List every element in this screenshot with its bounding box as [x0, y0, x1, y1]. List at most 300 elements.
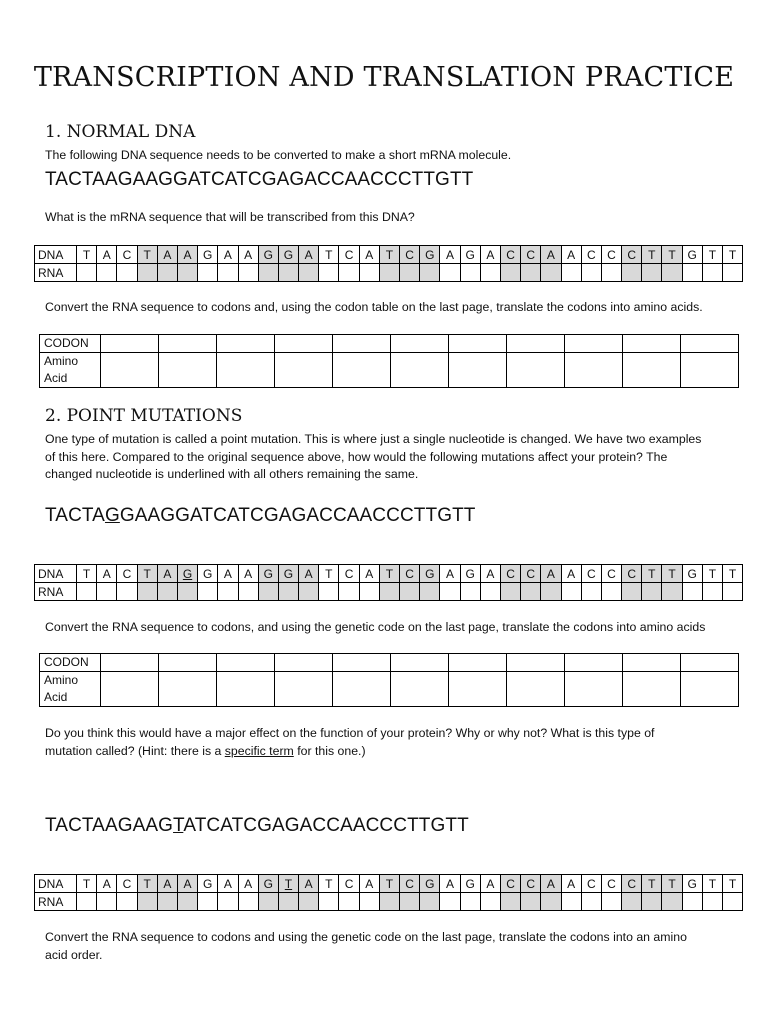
rna-answer-cell[interactable] — [198, 893, 218, 911]
rna-answer-cell[interactable] — [420, 583, 440, 601]
dna-base-cell: T — [319, 246, 339, 264]
codon-answer-cell[interactable] — [275, 335, 333, 353]
dna-base-cell: A — [97, 565, 117, 583]
rna-answer-cell[interactable] — [400, 893, 420, 911]
rna-answer-cell[interactable] — [198, 583, 218, 601]
codon-table-normal — [39, 334, 739, 388]
changed-nucleotide: G — [104, 505, 120, 526]
dna-base-cell: T — [702, 875, 722, 893]
amino-acid-answer-cell[interactable] — [275, 672, 333, 707]
dna-base-cell: C — [581, 875, 601, 893]
rna-answer-cell[interactable] — [500, 893, 520, 911]
rna-answer-cell[interactable] — [541, 583, 561, 601]
question-text: for this one.) — [293, 743, 366, 758]
rna-answer-cell[interactable] — [97, 264, 117, 282]
rna-answer-cell[interactable] — [258, 893, 278, 911]
rna-answer-cell[interactable] — [440, 264, 460, 282]
dna-base-cell: A — [561, 246, 581, 264]
section-2-heading: 2. POINT MUTATIONS — [45, 406, 243, 426]
dna-base-cell: C — [521, 875, 541, 893]
amino-acid-answer-cell[interactable] — [507, 353, 565, 388]
amino-acid-answer-cell[interactable] — [623, 353, 681, 388]
dna-base-cell: C — [581, 246, 601, 264]
rna-answer-cell[interactable] — [339, 264, 359, 282]
question-text: mutation called? (Hint: there is a — [45, 743, 225, 758]
amino-acid-answer-cell[interactable] — [507, 672, 565, 707]
rna-answer-cell[interactable] — [723, 893, 743, 911]
rna-row — [35, 893, 743, 911]
rna-answer-cell[interactable] — [521, 583, 541, 601]
dna-base-cell: T — [319, 565, 339, 583]
dna-base-cell: A — [561, 565, 581, 583]
dna-base-cell: C — [500, 565, 520, 583]
dna-base-cell: C — [117, 565, 137, 583]
rna-answer-cell[interactable] — [480, 264, 500, 282]
dna-base-cell: T — [379, 246, 399, 264]
dna-base-cell: T — [77, 246, 97, 264]
dna-base-cell: T — [702, 565, 722, 583]
codon-answer-cell[interactable] — [217, 335, 275, 353]
dna-base-cell: A — [157, 565, 177, 583]
dna-base-cell: C — [400, 246, 420, 264]
dna-base-cell: C — [521, 565, 541, 583]
rna-answer-cell[interactable] — [218, 264, 238, 282]
rna-answer-cell[interactable] — [379, 893, 399, 911]
dna-label: DNA — [35, 246, 77, 264]
dna-base-cell: A — [480, 875, 500, 893]
mrna-question: What is the mRNA sequence that will be transcribed from this DNA? — [45, 210, 415, 224]
dna-base-cell: A — [238, 246, 258, 264]
rna-answer-cell[interactable] — [117, 583, 137, 601]
rna-label: RNA — [35, 264, 77, 282]
rna-answer-cell[interactable] — [177, 893, 197, 911]
rna-answer-cell[interactable] — [157, 264, 177, 282]
rna-answer-cell[interactable] — [198, 264, 218, 282]
amino-label-line: Amino — [44, 673, 79, 687]
dna-base-cell: A — [299, 565, 319, 583]
rna-row — [35, 264, 743, 282]
sequence-prefix: TACTA — [45, 505, 105, 526]
rna-answer-cell[interactable] — [339, 583, 359, 601]
amino-acid-answer-cell[interactable] — [449, 353, 507, 388]
codon-answer-cell[interactable] — [333, 335, 391, 353]
rna-answer-cell[interactable] — [97, 893, 117, 911]
amino-acid-answer-cell[interactable] — [681, 672, 739, 707]
rna-answer-cell[interactable] — [238, 893, 258, 911]
rna-answer-cell[interactable] — [319, 583, 339, 601]
dna-base-cell: C — [400, 565, 420, 583]
mutation-1-sequence — [45, 505, 475, 527]
codon-table-mutation-1 — [39, 653, 739, 707]
dna-base-cell: T — [77, 875, 97, 893]
rna-answer-cell[interactable] — [642, 583, 662, 601]
dna-base-cell: A — [541, 565, 561, 583]
dna-base-cell: A — [359, 875, 379, 893]
dna-base-cell: A — [299, 875, 319, 893]
dna-base-cell: T — [723, 246, 743, 264]
dna-rna-table-mutation-1 — [34, 564, 743, 601]
rna-answer-cell[interactable] — [622, 893, 642, 911]
section-2-intro-line: changed nucleotide is underlined with all others remaining the same. — [45, 467, 419, 481]
dna-rna-table-normal — [34, 245, 743, 282]
codon-answer-cell[interactable] — [565, 654, 623, 672]
dna-base-cell: A — [480, 246, 500, 264]
dna-base-cell: C — [622, 565, 642, 583]
dna-base-cell: G — [258, 875, 278, 893]
dna-base-cell: C — [521, 246, 541, 264]
rna-answer-cell[interactable] — [278, 264, 298, 282]
rna-answer-cell[interactable] — [299, 893, 319, 911]
rna-answer-cell[interactable] — [157, 583, 177, 601]
dna-base-cell: A — [218, 246, 238, 264]
rna-answer-cell[interactable] — [420, 264, 440, 282]
dna-base-cell: T — [319, 875, 339, 893]
rna-answer-cell[interactable] — [622, 583, 642, 601]
rna-answer-cell[interactable] — [97, 583, 117, 601]
dna-base-cell: A — [157, 246, 177, 264]
rna-row — [35, 583, 743, 601]
dna-base-cell: A — [561, 875, 581, 893]
dna-rna-table-mutation-2 — [34, 874, 743, 911]
rna-answer-cell[interactable] — [117, 264, 137, 282]
dna-base-cell: G — [198, 246, 218, 264]
dna-base-cell: A — [238, 565, 258, 583]
sequence-suffix: GAAGGATCATCGAGACCAACCCTTGTT — [119, 505, 476, 526]
dna-base-cell: A — [541, 875, 561, 893]
dna-base-cell: G — [258, 565, 278, 583]
rna-answer-cell[interactable] — [238, 264, 258, 282]
section-1-convert-instructions: Convert the RNA sequence to codons and, using the codon table on the last page, translate the codons into amino acids. — [45, 300, 703, 314]
rna-answer-cell[interactable] — [662, 893, 682, 911]
rna-answer-cell[interactable] — [581, 893, 601, 911]
rna-answer-cell[interactable] — [460, 264, 480, 282]
codon-answer-cell[interactable] — [159, 654, 217, 672]
dna-base-cell: T — [379, 565, 399, 583]
rna-answer-cell[interactable] — [601, 583, 621, 601]
codon-row — [40, 335, 739, 353]
dna-label: DNA — [35, 875, 77, 893]
rna-answer-cell[interactable] — [723, 264, 743, 282]
rna-label: RNA — [35, 583, 77, 601]
rna-answer-cell[interactable] — [581, 264, 601, 282]
rna-answer-cell[interactable] — [299, 583, 319, 601]
amino-acid-answer-cell[interactable] — [391, 353, 449, 388]
rna-answer-cell[interactable] — [319, 893, 339, 911]
amino-acid-row — [40, 353, 739, 388]
dna-base-cell: T — [662, 565, 682, 583]
rna-answer-cell[interactable] — [218, 893, 238, 911]
rna-answer-cell[interactable] — [642, 264, 662, 282]
codon-answer-cell[interactable] — [391, 654, 449, 672]
dna-base-cell: A — [97, 246, 117, 264]
amino-acid-label — [40, 672, 101, 707]
amino-acid-answer-cell[interactable] — [159, 672, 217, 707]
rna-answer-cell[interactable] — [258, 583, 278, 601]
amino-label-line: Acid — [44, 690, 68, 704]
dna-base-cell: G — [420, 246, 440, 264]
dna-base-cell: G — [682, 246, 702, 264]
rna-answer-cell[interactable] — [137, 264, 157, 282]
mutation-1-convert-instructions: Convert the RNA sequence to codons, and using the genetic code on the last page, translate the codons into amino acids — [45, 620, 706, 634]
amino-acid-answer-cell[interactable] — [565, 353, 623, 388]
dna-base-cell: T — [278, 875, 298, 893]
rna-answer-cell[interactable] — [278, 583, 298, 601]
rna-answer-cell[interactable] — [379, 583, 399, 601]
rna-answer-cell[interactable] — [339, 893, 359, 911]
dna-base-cell: C — [622, 875, 642, 893]
dna-base-cell: A — [480, 565, 500, 583]
rna-answer-cell[interactable] — [500, 583, 520, 601]
rna-answer-cell[interactable] — [218, 583, 238, 601]
dna-label: DNA — [35, 565, 77, 583]
dna-base-cell: G — [198, 875, 218, 893]
dna-base-cell: T — [137, 246, 157, 264]
dna-base-cell: A — [97, 875, 117, 893]
amino-acid-answer-cell[interactable] — [217, 672, 275, 707]
dna-base-cell: C — [500, 246, 520, 264]
rna-answer-cell[interactable] — [702, 893, 722, 911]
dna-base-cell: G — [460, 565, 480, 583]
changed-nucleotide: T — [173, 815, 184, 836]
codon-answer-cell[interactable] — [217, 654, 275, 672]
mutation-1-question — [45, 725, 725, 760]
codon-answer-cell[interactable] — [275, 654, 333, 672]
dna-base-cell: C — [339, 875, 359, 893]
dna-base-cell: C — [601, 246, 621, 264]
dna-base-cell: A — [359, 246, 379, 264]
rna-answer-cell[interactable] — [521, 264, 541, 282]
dna-base-cell: G — [682, 565, 702, 583]
dna-base-cell: T — [723, 875, 743, 893]
dna-base-cell: A — [359, 565, 379, 583]
rna-answer-cell[interactable] — [500, 264, 520, 282]
dna-base-cell: A — [238, 875, 258, 893]
amino-acid-answer-cell[interactable] — [391, 672, 449, 707]
dna-base-cell: G — [420, 875, 440, 893]
amino-acid-row — [40, 672, 739, 707]
dna-base-cell: T — [379, 875, 399, 893]
amino-acid-answer-cell[interactable] — [101, 353, 159, 388]
codon-answer-cell[interactable] — [623, 335, 681, 353]
rna-answer-cell[interactable] — [702, 583, 722, 601]
instruction-line: acid order. — [45, 947, 103, 962]
dna-base-cell: T — [642, 875, 662, 893]
rna-answer-cell[interactable] — [157, 893, 177, 911]
rna-answer-cell[interactable] — [359, 264, 379, 282]
dna-base-cell: T — [137, 875, 157, 893]
dna-base-cell: C — [601, 875, 621, 893]
dna-base-cell: A — [218, 875, 238, 893]
dna-base-cell: A — [299, 246, 319, 264]
specific-term-underlined: specific term — [224, 743, 294, 758]
rna-answer-cell[interactable] — [723, 583, 743, 601]
dna-base-cell: G — [177, 565, 197, 583]
rna-answer-cell[interactable] — [319, 264, 339, 282]
dna-base-cell: T — [642, 246, 662, 264]
rna-answer-cell[interactable] — [662, 583, 682, 601]
section-2-intro-line: One type of mutation is called a point mutation. This is where just a single nucleotide is changed. We have two examples — [45, 432, 702, 446]
rna-answer-cell[interactable] — [480, 893, 500, 911]
amino-acid-answer-cell[interactable] — [333, 353, 391, 388]
codon-answer-cell[interactable] — [101, 654, 159, 672]
amino-acid-answer-cell[interactable] — [159, 353, 217, 388]
dna-base-cell: A — [157, 875, 177, 893]
section-1-intro: The following DNA sequence needs to be converted to make a short mRNA molecule. — [45, 148, 512, 162]
dna-base-cell: C — [581, 565, 601, 583]
dna-base-cell: G — [460, 246, 480, 264]
rna-answer-cell[interactable] — [117, 893, 137, 911]
dna-base-cell: C — [400, 875, 420, 893]
amino-acid-answer-cell[interactable] — [565, 672, 623, 707]
dna-base-cell: T — [642, 565, 662, 583]
rna-answer-cell[interactable] — [359, 583, 379, 601]
codon-answer-cell[interactable] — [159, 335, 217, 353]
amino-acid-label — [40, 353, 101, 388]
dna-base-cell: G — [420, 565, 440, 583]
section-2-intro-line: of this here. Compared to the original sequence above, how would the following mutations affect your protein? The — [45, 449, 668, 464]
rna-answer-cell[interactable] — [400, 583, 420, 601]
dna-base-cell: T — [77, 565, 97, 583]
amino-acid-answer-cell[interactable] — [101, 672, 159, 707]
rna-answer-cell[interactable] — [379, 264, 399, 282]
amino-acid-answer-cell[interactable] — [623, 672, 681, 707]
codon-answer-cell[interactable] — [449, 654, 507, 672]
dna-base-cell: C — [339, 246, 359, 264]
rna-answer-cell[interactable] — [642, 893, 662, 911]
rna-answer-cell[interactable] — [601, 264, 621, 282]
rna-answer-cell[interactable] — [440, 893, 460, 911]
dna-base-cell: T — [702, 246, 722, 264]
rna-answer-cell[interactable] — [702, 264, 722, 282]
codon-answer-cell[interactable] — [681, 654, 739, 672]
dna-base-cell: G — [258, 246, 278, 264]
dna-base-cell: T — [723, 565, 743, 583]
rna-answer-cell[interactable] — [561, 264, 581, 282]
amino-label-line: Acid — [44, 371, 68, 385]
rna-answer-cell[interactable] — [177, 264, 197, 282]
rna-answer-cell[interactable] — [561, 893, 581, 911]
rna-answer-cell[interactable] — [682, 583, 702, 601]
rna-answer-cell[interactable] — [137, 583, 157, 601]
dna-base-cell: G — [278, 246, 298, 264]
rna-answer-cell[interactable] — [137, 893, 157, 911]
codon-label: CODON — [40, 654, 101, 672]
codon-answer-cell[interactable] — [333, 654, 391, 672]
dna-base-cell: C — [339, 565, 359, 583]
rna-answer-cell[interactable] — [77, 893, 97, 911]
rna-answer-cell[interactable] — [400, 264, 420, 282]
dna-base-cell: T — [137, 565, 157, 583]
codon-row — [40, 654, 739, 672]
rna-answer-cell[interactable] — [561, 583, 581, 601]
section-2-intro — [45, 431, 725, 484]
codon-answer-cell[interactable] — [623, 654, 681, 672]
codon-label: CODON — [40, 335, 101, 353]
rna-answer-cell[interactable] — [541, 264, 561, 282]
dna-base-cell: T — [662, 246, 682, 264]
codon-answer-cell[interactable] — [101, 335, 159, 353]
rna-answer-cell[interactable] — [480, 583, 500, 601]
rna-answer-cell[interactable] — [581, 583, 601, 601]
mutation-2-sequence — [45, 815, 469, 837]
dna-base-cell: A — [541, 246, 561, 264]
dna-base-cell: C — [601, 565, 621, 583]
codon-answer-cell[interactable] — [681, 335, 739, 353]
section-1-heading: 1. NORMAL DNA — [45, 122, 196, 142]
rna-answer-cell[interactable] — [258, 264, 278, 282]
rna-answer-cell[interactable] — [682, 264, 702, 282]
codon-answer-cell[interactable] — [449, 335, 507, 353]
rna-answer-cell[interactable] — [77, 264, 97, 282]
dna-base-cell: A — [218, 565, 238, 583]
instruction-line: Convert the RNA sequence to codons and using the genetic code on the last page, translate the codons into an amino — [45, 930, 687, 944]
dna-base-cell: T — [662, 875, 682, 893]
dna-base-cell: G — [682, 875, 702, 893]
dna-row — [35, 565, 743, 583]
dna-base-cell: G — [460, 875, 480, 893]
dna-base-cell: C — [117, 875, 137, 893]
codon-answer-cell[interactable] — [507, 654, 565, 672]
amino-acid-answer-cell[interactable] — [681, 353, 739, 388]
dna-base-cell: A — [177, 246, 197, 264]
normal-dna-sequence: TACTAAGAAGGATCATCGAGACCAACCCTTGTT — [45, 169, 474, 190]
dna-row — [35, 875, 743, 893]
dna-base-cell: A — [440, 875, 460, 893]
dna-base-cell: C — [622, 246, 642, 264]
dna-base-cell: G — [278, 565, 298, 583]
rna-answer-cell[interactable] — [440, 583, 460, 601]
page-title: TRANSCRIPTION AND TRANSLATION PRACTICE — [33, 62, 735, 93]
rna-answer-cell[interactable] — [541, 893, 561, 911]
rna-answer-cell[interactable] — [77, 583, 97, 601]
codon-answer-cell[interactable] — [565, 335, 623, 353]
rna-label: RNA — [35, 893, 77, 911]
rna-answer-cell[interactable] — [238, 583, 258, 601]
mutation-2-convert-instructions — [45, 929, 725, 964]
amino-acid-answer-cell[interactable] — [275, 353, 333, 388]
amino-label-line: Amino — [44, 354, 79, 368]
sequence-prefix: TACTAAGAAG — [45, 815, 174, 836]
dna-base-cell: A — [177, 875, 197, 893]
amino-acid-answer-cell[interactable] — [217, 353, 275, 388]
rna-answer-cell[interactable] — [299, 264, 319, 282]
dna-base-cell: A — [440, 565, 460, 583]
rna-answer-cell[interactable] — [177, 583, 197, 601]
dna-row — [35, 246, 743, 264]
amino-acid-answer-cell[interactable] — [449, 672, 507, 707]
amino-acid-answer-cell[interactable] — [333, 672, 391, 707]
question-line — [45, 743, 725, 761]
codon-answer-cell[interactable] — [507, 335, 565, 353]
dna-base-cell: G — [198, 565, 218, 583]
question-line: Do you think this would have a major effect on the function of your protein? Why or why not? What is this type of — [45, 726, 655, 740]
dna-base-cell: A — [440, 246, 460, 264]
rna-answer-cell[interactable] — [460, 583, 480, 601]
rna-answer-cell[interactable] — [662, 264, 682, 282]
dna-base-cell: C — [117, 246, 137, 264]
dna-base-cell: C — [500, 875, 520, 893]
rna-answer-cell[interactable] — [682, 893, 702, 911]
rna-answer-cell[interactable] — [460, 893, 480, 911]
rna-answer-cell[interactable] — [601, 893, 621, 911]
rna-answer-cell[interactable] — [359, 893, 379, 911]
rna-answer-cell[interactable] — [278, 893, 298, 911]
codon-answer-cell[interactable] — [391, 335, 449, 353]
rna-answer-cell[interactable] — [521, 893, 541, 911]
rna-answer-cell[interactable] — [622, 264, 642, 282]
sequence-suffix: ATCATCGAGACCAACCCTTGTT — [183, 815, 469, 836]
rna-answer-cell[interactable] — [420, 893, 440, 911]
